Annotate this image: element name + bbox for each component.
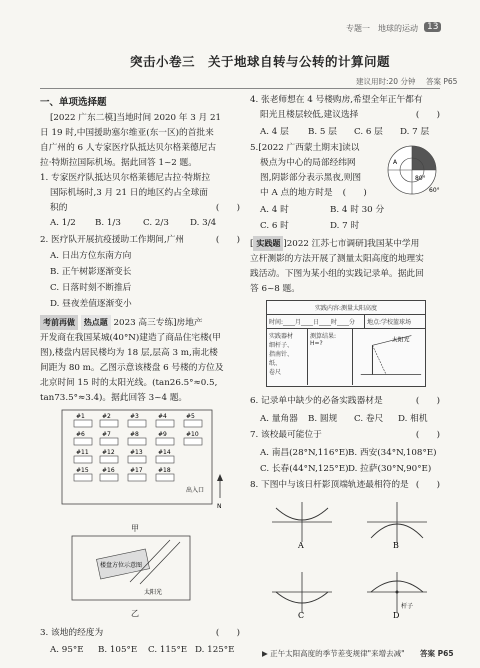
- q7-option-b[interactable]: B. 西安(34°N,108°E): [348, 448, 437, 458]
- q8-option-b-diagram[interactable]: [365, 498, 429, 550]
- q8-label-c: C: [298, 611, 305, 620]
- building-label: #11: [76, 449, 89, 456]
- header-topic: 地球的运动: [378, 24, 418, 33]
- question-2: 2. 医疗队开展抗疫援助工作期间,广州 ( ): [40, 235, 240, 245]
- practice-intro: [ 实践题 ]2022 江苏七市调研]我国某中学用 立杆测影的方法开展了测量太阳高度的地理实 践活动。下图为某小组的实践记录单。据此回 答 6~8 题。: [250, 236, 442, 297]
- exam-tag: 考前再做: [40, 315, 78, 330]
- building-label: #3: [130, 413, 139, 420]
- footer-tip: ▶ 正午太阳高度的季节差变规律"来增去减": [262, 649, 405, 658]
- building-label: #15: [76, 467, 89, 474]
- q4-option-c[interactable]: C. 6 层: [354, 127, 383, 137]
- q2-option-b[interactable]: B. 正午树影逐渐变长: [50, 267, 132, 277]
- q5-option-a[interactable]: A. 4 时: [260, 205, 289, 215]
- q2-option-d[interactable]: D. 昼夜差值逐渐变小: [50, 299, 132, 309]
- q7-option-d[interactable]: D. 拉萨(30°N,90°E): [348, 464, 432, 474]
- header-chapter: 专题一: [346, 24, 370, 33]
- q1-option-a[interactable]: A. 1/2: [50, 218, 76, 228]
- point-a-label: A: [393, 159, 398, 166]
- building-label: #17: [130, 467, 143, 474]
- question-3: 3. 该地的经度为 ( ): [40, 628, 240, 638]
- record-sun-label: 太阳光: [391, 337, 410, 344]
- building-label: #18: [158, 467, 171, 474]
- q1-option-b[interactable]: B. 1/3: [95, 218, 121, 228]
- question-4: 4. 张老师想在 4 号楼购房,希望全年正午都有 阳光且楼层较低,建议选择 ( ): [250, 95, 440, 120]
- q8-option-a-diagram[interactable]: [270, 498, 334, 550]
- q8-label-d: D: [393, 611, 400, 620]
- record-time: 时间:____月____日____时____分: [267, 315, 365, 328]
- page-title: 突击小卷三 关于地球自转与公转的计算问题: [130, 54, 391, 69]
- q2-option-c[interactable]: C. 日落时刻不断推后: [50, 283, 132, 293]
- q5-option-b[interactable]: B. 4 时 30 分: [330, 205, 385, 215]
- intro-1: [2022 广东二模]当地时间 2020 年 3 月 21 日 19 时,中国援助塞尔维亚(东一区)的首批来 自广州的 6 人专家医疗队抵达贝尔格莱德尼古 拉·特斯拉国际机场。据此回答 1~2 题。: [40, 113, 222, 168]
- figure-jia-site-plan: [60, 408, 230, 520]
- title-divider: [40, 88, 440, 89]
- q5-option-d[interactable]: D. 7 时: [330, 221, 360, 231]
- q8-option-c-diagram[interactable]: [270, 568, 334, 620]
- building-label: #10: [186, 431, 199, 438]
- q6-option-c[interactable]: C. 卷尺: [354, 414, 384, 424]
- question-6: 6. 记录单中缺少的必备实践器材是 ( ): [250, 396, 440, 406]
- latitude-80-label: 80°: [415, 175, 426, 182]
- record-result-value: H=?: [310, 340, 323, 347]
- page-number: 13: [424, 22, 441, 32]
- q8-option-d-diagram[interactable]: [365, 568, 429, 620]
- record-equipment-item: 纸、: [269, 360, 282, 367]
- suggested-time: 建议用时:20 分钟: [356, 77, 416, 86]
- building-label: #4: [158, 413, 167, 420]
- hot-tag: 热点题: [81, 315, 111, 330]
- entrance-label: 出入口: [186, 487, 205, 494]
- q8-label-a: A: [298, 541, 304, 550]
- building-label: #7: [102, 431, 111, 438]
- record-equipment-item: 卷尺: [269, 369, 282, 376]
- north-label: N: [217, 503, 222, 510]
- q3-option-c[interactable]: C. 115°E: [148, 645, 188, 655]
- question-8: 8. 下图中与该日杆影顶端轨迹最相符的是 ( ): [250, 480, 440, 490]
- building-label: #1: [76, 413, 85, 420]
- q2-option-a[interactable]: A. 日出方位东南方向: [50, 251, 132, 261]
- q1-option-c[interactable]: C. 2/3: [143, 218, 169, 228]
- building-label: #12: [102, 449, 115, 456]
- record-place: 地点:学校篮球场: [367, 319, 412, 326]
- section-heading: 一、单项选择题: [40, 97, 107, 108]
- intro-1-source: 2022 广东二模: [53, 113, 114, 123]
- orientation-label: 楼盘方位示意图: [100, 562, 143, 569]
- q4-option-b[interactable]: B. 5 层: [308, 127, 337, 137]
- question-7: 7. 该校最可能位于 ( ): [250, 430, 440, 440]
- question-5: 5.[2022 广西蒙土期末]读以 极点为中心的局部经纬网 图,阴影部分表示黑夜,则图 中 A 点的地方时是 ( ): [250, 143, 367, 198]
- q1-option-d[interactable]: D. 3/4: [190, 218, 217, 228]
- q4-option-a[interactable]: A. 4 层: [260, 127, 289, 137]
- intro-2: 考前再做 热点题 2023 高三专练]房地产 开发商在我国某城(40°N)建造了商品住宅楼(甲 图),楼盘内居民楼均为 18 层,层高 3 m,南北楼 间距为 80 m。乙图示意该楼盘 6 号楼的方位及 北京时间 15 时的太阳光线。(tan26.5°≈0.5, tan73.5°≈3.4)。据此回答 3~4 题。: [40, 315, 240, 406]
- building-label: #9: [158, 431, 167, 438]
- footer-answer: 答案 P65: [420, 649, 454, 658]
- record-result-head: 测算结果:: [310, 333, 337, 340]
- practice-tag: 实践题: [253, 236, 283, 251]
- building-label: #5: [186, 413, 195, 420]
- record-title: 实践内容:测量太阳高度: [267, 301, 425, 315]
- q6-option-b[interactable]: B. 圆规: [308, 414, 338, 424]
- record-shadow-diagram: [353, 329, 425, 385]
- building-label: #2: [102, 413, 111, 420]
- question-1: 1. 专家医疗队抵达贝尔格莱德尼古拉·特斯拉 国际机场时,3 月 21 日的地区约占全球面 积的 ( ): [40, 173, 240, 213]
- record-equipment-item: 细杆子、: [269, 342, 294, 349]
- figure-yi-label: 乙: [131, 609, 139, 618]
- building-label: #14: [158, 449, 171, 456]
- q5-polar-map: [385, 140, 440, 202]
- building-label: #8: [130, 431, 139, 438]
- record-equipment-item: 指南针、: [269, 351, 294, 358]
- q7-option-a[interactable]: A. 南昌(28°N,116°E): [260, 448, 349, 458]
- answer-reference: 答案 P65: [426, 77, 458, 86]
- record-equipment-head: 实践器材: [269, 333, 294, 340]
- latitude-60-label: 60°: [429, 187, 440, 194]
- building-label: #6: [76, 431, 85, 438]
- rod-label: 杆子: [401, 603, 414, 610]
- q8-label-b: B: [393, 541, 399, 550]
- figure-jia-label: 甲: [131, 524, 139, 533]
- sunlight-label: 太阳光: [144, 589, 163, 596]
- q5-option-c[interactable]: C. 6 时: [260, 221, 289, 231]
- q6-option-d[interactable]: D. 相机: [398, 414, 428, 424]
- building-label: #16: [102, 467, 115, 474]
- figure-yi-sunlight: [70, 534, 200, 606]
- q5-source: 2022 广西蒙土期末: [261, 143, 339, 153]
- q3-option-a[interactable]: A. 95°E: [50, 645, 84, 655]
- q6-option-a[interactable]: A. 量角器: [260, 414, 298, 424]
- building-label: #13: [130, 449, 143, 456]
- q3-option-d[interactable]: D. 125°E: [195, 645, 235, 655]
- q4-option-d[interactable]: D. 7 层: [400, 127, 430, 137]
- q3-option-b[interactable]: B. 105°E: [98, 645, 138, 655]
- q7-option-c[interactable]: C. 长春(44°N,125°E): [260, 464, 349, 474]
- practice-record-sheet: [266, 300, 426, 387]
